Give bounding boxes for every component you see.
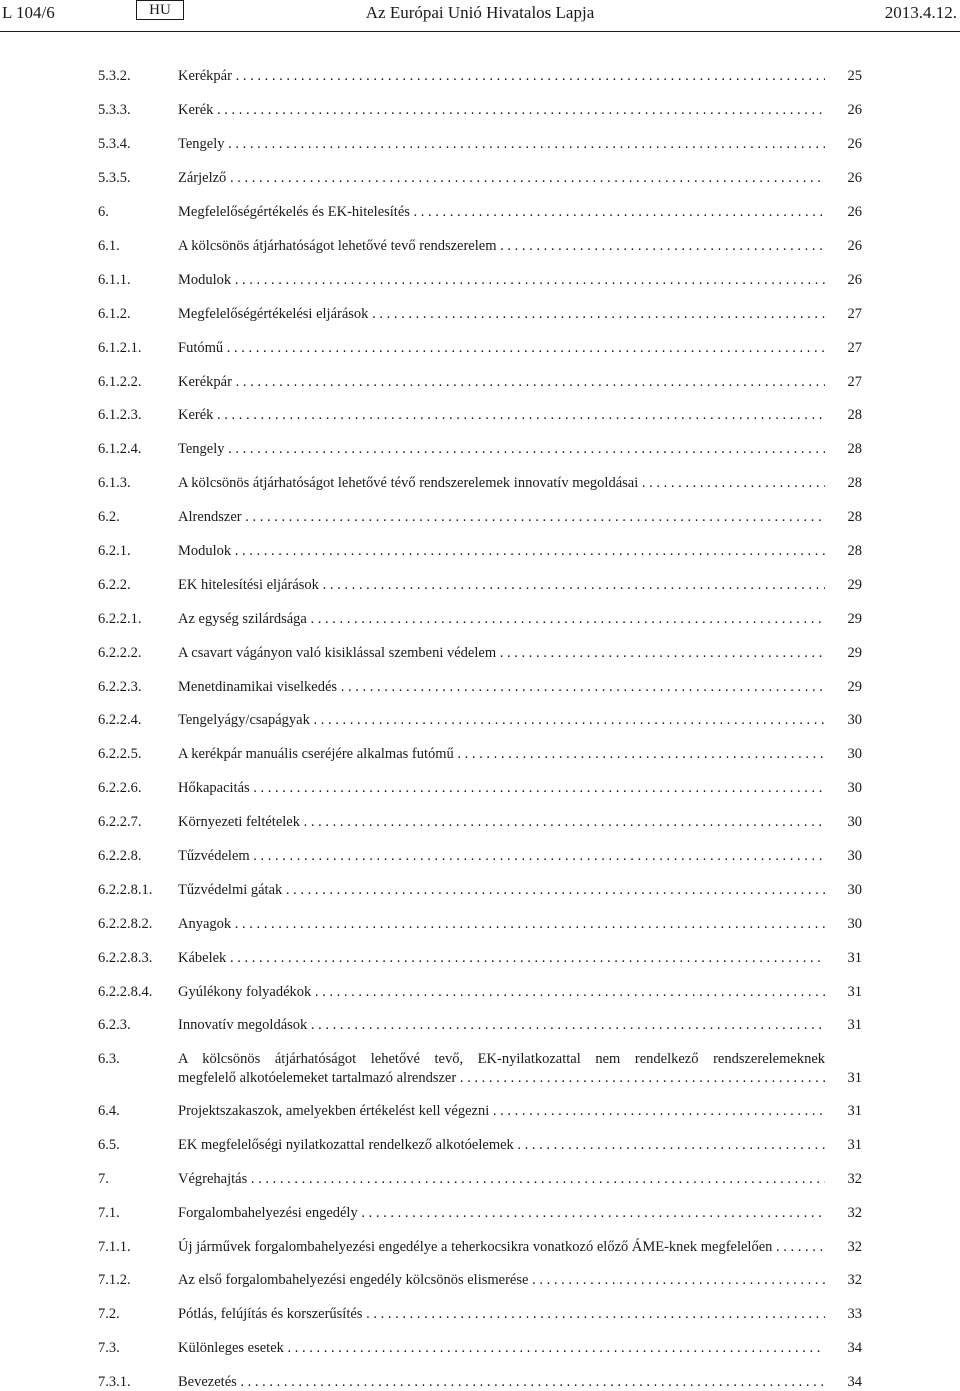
toc-entry-number: 6.2.2.8.4. bbox=[98, 984, 153, 1000]
toc-entry-title: Megfelelőségértékelés és EK-hitelesítés . . . bbox=[178, 203, 825, 221]
toc-entry-title: Innovatív megoldások . . . bbox=[178, 1016, 825, 1034]
toc-entry-page: 28 bbox=[847, 441, 862, 457]
toc-entry-number: 6.2.2.2. bbox=[98, 645, 142, 661]
toc-entry-number: 6.1.2.1. bbox=[98, 340, 142, 356]
toc-entry-page: 32 bbox=[847, 1171, 862, 1187]
toc-entry-number: 6.2.2.8.2. bbox=[98, 916, 153, 932]
journal-title: Az Európai Unió Hivatalos Lapja bbox=[365, 3, 595, 22]
toc-entry-page: 32 bbox=[847, 1205, 862, 1221]
toc-entry-title: Pótlás, felújítás és korszerűsítés . . . bbox=[178, 1305, 825, 1323]
toc-entry-title: Modulok . . . bbox=[178, 542, 825, 560]
toc-entry-title: A csavart vágányon való kisiklással szembeni védelem . . . bbox=[178, 644, 825, 662]
toc-entry-title: Modulok . . . bbox=[178, 271, 825, 289]
toc-entry-page: 26 bbox=[847, 272, 862, 288]
toc-entry-page: 29 bbox=[847, 611, 862, 627]
toc-entry-page: 34 bbox=[847, 1374, 862, 1390]
toc-entry-page: 27 bbox=[847, 374, 862, 390]
toc-entry-page: 30 bbox=[847, 780, 862, 796]
toc-entry-number: 6.1.1. bbox=[98, 272, 131, 288]
toc-entry-page: 26 bbox=[847, 204, 862, 220]
toc-entry-page: 27 bbox=[847, 340, 862, 356]
toc-entry-page: 32 bbox=[847, 1239, 862, 1255]
toc-entry-number: 6.1.3. bbox=[98, 475, 131, 491]
toc-entry-page: 31 bbox=[847, 1017, 862, 1033]
toc-entry-number: 6.2.2.8. bbox=[98, 848, 142, 864]
toc-entry-number: 6.2.2.3. bbox=[98, 679, 142, 695]
toc-entry-number: 6.1.2. bbox=[98, 306, 131, 322]
toc-entry-page: 25 bbox=[847, 68, 862, 84]
toc-entry-page: 31 bbox=[847, 1103, 862, 1119]
toc-entry-number: 7.1. bbox=[98, 1205, 120, 1221]
toc-entry-page: 31 bbox=[847, 950, 862, 966]
toc-entry-page: 29 bbox=[847, 645, 862, 661]
toc-entry-title: Alrendszer . . . bbox=[178, 508, 825, 526]
toc-entry-title: A kölcsönös átjárhatóságot lehetővé tévő rendszerelemek innovatív megoldásai . . . bbox=[178, 474, 825, 492]
toc-entry-title: Futómű . . . bbox=[178, 339, 825, 357]
toc-entry-page: 34 bbox=[847, 1340, 862, 1356]
toc-entry-page: 26 bbox=[847, 102, 862, 118]
toc-entry-page: 29 bbox=[847, 679, 862, 695]
toc-entry-number: 7.3.1. bbox=[98, 1374, 131, 1390]
toc-entry-number: 5.3.5. bbox=[98, 170, 131, 186]
toc-entry-page: 29 bbox=[847, 577, 862, 593]
toc-entry-title: Környezeti feltételek . . . bbox=[178, 813, 825, 831]
toc-entry-page: 31 bbox=[847, 984, 862, 1000]
toc-entry-number: 6.2.1. bbox=[98, 543, 131, 559]
toc-entry-page: 28 bbox=[847, 543, 862, 559]
toc-entry-page: 28 bbox=[847, 475, 862, 491]
toc-entry-title: Új járművek forgalombahelyezési engedélye a teherkocsikra vonatkozó előző ÁME-knek megfelelően . . . bbox=[178, 1238, 825, 1256]
toc-entry-page: 31 bbox=[847, 1070, 862, 1086]
toc-entry-title: Hőkapacitás . . . bbox=[178, 779, 825, 797]
toc-entry-title: Gyúlékony folyadékok . . . bbox=[178, 983, 825, 1001]
toc-entry-title: Megfelelőségértékelési eljárások . . . bbox=[178, 305, 825, 323]
page-reference: L 104/6 bbox=[2, 3, 55, 22]
toc-entry-title: Végrehajtás . . . bbox=[178, 1170, 825, 1188]
toc-entry-page: 31 bbox=[847, 1137, 862, 1153]
toc-entry-number: 6.1.2.4. bbox=[98, 441, 142, 457]
toc-entry-title-line1: A kölcsönös átjárhatóságot lehetővé tevő, EK-nyilatkozattal nem rendelkező rendszerelemeknek bbox=[178, 1051, 825, 1067]
toc-entry-number: 6.3. bbox=[98, 1051, 120, 1067]
toc-entry-title: Különleges esetek . . . bbox=[178, 1339, 825, 1357]
toc-entry-title: Tengely . . . bbox=[178, 440, 825, 458]
toc-entry-number: 6.2.2.1. bbox=[98, 611, 142, 627]
toc-entry-page: 33 bbox=[847, 1306, 862, 1322]
toc-entry-title: Kerékpár . . . bbox=[178, 373, 825, 391]
toc-entry-title: Az első forgalombahelyezési engedély kölcsönös elismerése . . . bbox=[178, 1271, 825, 1289]
toc-entry-page: 26 bbox=[847, 136, 862, 152]
toc-entry-number: 6.1. bbox=[98, 238, 120, 254]
toc-entry-number: 6.2. bbox=[98, 509, 120, 525]
toc-entry-title: Tűzvédelem . . . bbox=[178, 847, 825, 865]
toc-entry-number: 6. bbox=[98, 204, 109, 220]
toc-entry-number: 5.3.4. bbox=[98, 136, 131, 152]
toc-entry-number: 6.1.2.3. bbox=[98, 407, 142, 423]
toc-entry-page: 30 bbox=[847, 712, 862, 728]
toc-entry-page: 30 bbox=[847, 814, 862, 830]
toc-entry-title: A kölcsönös átjárhatóságot lehetővé tevő rendszerelem . . . bbox=[178, 237, 825, 255]
toc-entry-title: Menetdinamikai viselkedés . . . bbox=[178, 678, 825, 696]
toc-entry-number: 6.5. bbox=[98, 1137, 120, 1153]
toc-entry-number: 7.3. bbox=[98, 1340, 120, 1356]
toc-entry-number: 6.2.2.4. bbox=[98, 712, 142, 728]
toc-entry-page: 27 bbox=[847, 306, 862, 322]
toc-entry-number: 7.1.2. bbox=[98, 1272, 131, 1288]
toc-entry-number: 6.2.3. bbox=[98, 1017, 131, 1033]
toc-entry-title: megfelelő alkotóelemeket tartalmazó alrendszer . . . bbox=[178, 1069, 825, 1087]
toc-entry-number: 6.4. bbox=[98, 1103, 120, 1119]
toc-entry-title: Tengely . . . bbox=[178, 135, 825, 153]
toc-entry-number: 7.1.1. bbox=[98, 1239, 131, 1255]
toc-entry-title: Tűzvédelmi gátak . . . bbox=[178, 881, 825, 899]
toc-entry-number: 6.2.2.6. bbox=[98, 780, 142, 796]
toc-entry-title: Kerék . . . bbox=[178, 101, 825, 119]
toc-entry-title: A kerékpár manuális cseréjére alkalmas futómű . . . bbox=[178, 745, 825, 763]
toc-entry-title: EK hitelesítési eljárások . . . bbox=[178, 576, 825, 594]
toc-entry-number: 6.2.2.5. bbox=[98, 746, 142, 762]
toc-entry-number: 5.3.3. bbox=[98, 102, 131, 118]
toc-entry-number: 5.3.2. bbox=[98, 68, 131, 84]
toc-entry-title: Az egység szilárdsága . . . bbox=[178, 610, 825, 628]
toc-entry-number: 6.2.2.8.3. bbox=[98, 950, 153, 966]
toc-entry-page: 32 bbox=[847, 1272, 862, 1288]
toc-entry-number: 6.2.2. bbox=[98, 577, 131, 593]
toc-entry-number: 6.1.2.2. bbox=[98, 374, 142, 390]
toc-entry-page: 26 bbox=[847, 238, 862, 254]
toc-entry-title: Tengelyágy/csapágyak . . . bbox=[178, 711, 825, 729]
toc-entry-page: 30 bbox=[847, 746, 862, 762]
toc-entry-title: Projektszakaszok, amelyekben értékelést kell végezni . . . bbox=[178, 1102, 825, 1120]
toc-entry-number: 6.2.2.8.1. bbox=[98, 882, 153, 898]
toc-entry-title: Forgalombahelyezési engedély . . . bbox=[178, 1204, 825, 1222]
toc-entry-page: 30 bbox=[847, 882, 862, 898]
toc-entry-title: Bevezetés . . . bbox=[178, 1373, 825, 1391]
toc-entry-page: 28 bbox=[847, 407, 862, 423]
toc-entry-title: Anyagok . . . bbox=[178, 915, 825, 933]
toc-entry-title: Kerékpár . . . bbox=[178, 67, 825, 85]
toc-entry-title: Kábelek . . . bbox=[178, 949, 825, 967]
toc-entry-page: 30 bbox=[847, 916, 862, 932]
toc-entry-page: 28 bbox=[847, 509, 862, 525]
language-badge: HU bbox=[136, 0, 184, 20]
publication-date: 2013.4.12. bbox=[884, 3, 957, 22]
toc-entry-number: 7. bbox=[98, 1171, 109, 1187]
toc-entry-number: 7.2. bbox=[98, 1306, 120, 1322]
toc-entry-page: 26 bbox=[847, 170, 862, 186]
toc-entry-page: 30 bbox=[847, 848, 862, 864]
toc-entry-title: Kerék . . . bbox=[178, 406, 825, 424]
toc-entry-number: 6.2.2.7. bbox=[98, 814, 142, 830]
toc-entry-title: Zárjelző . . . bbox=[178, 169, 825, 187]
toc-entry-title: EK megfelelőségi nyilatkozattal rendelkező alkotóelemek . . . bbox=[178, 1136, 825, 1154]
